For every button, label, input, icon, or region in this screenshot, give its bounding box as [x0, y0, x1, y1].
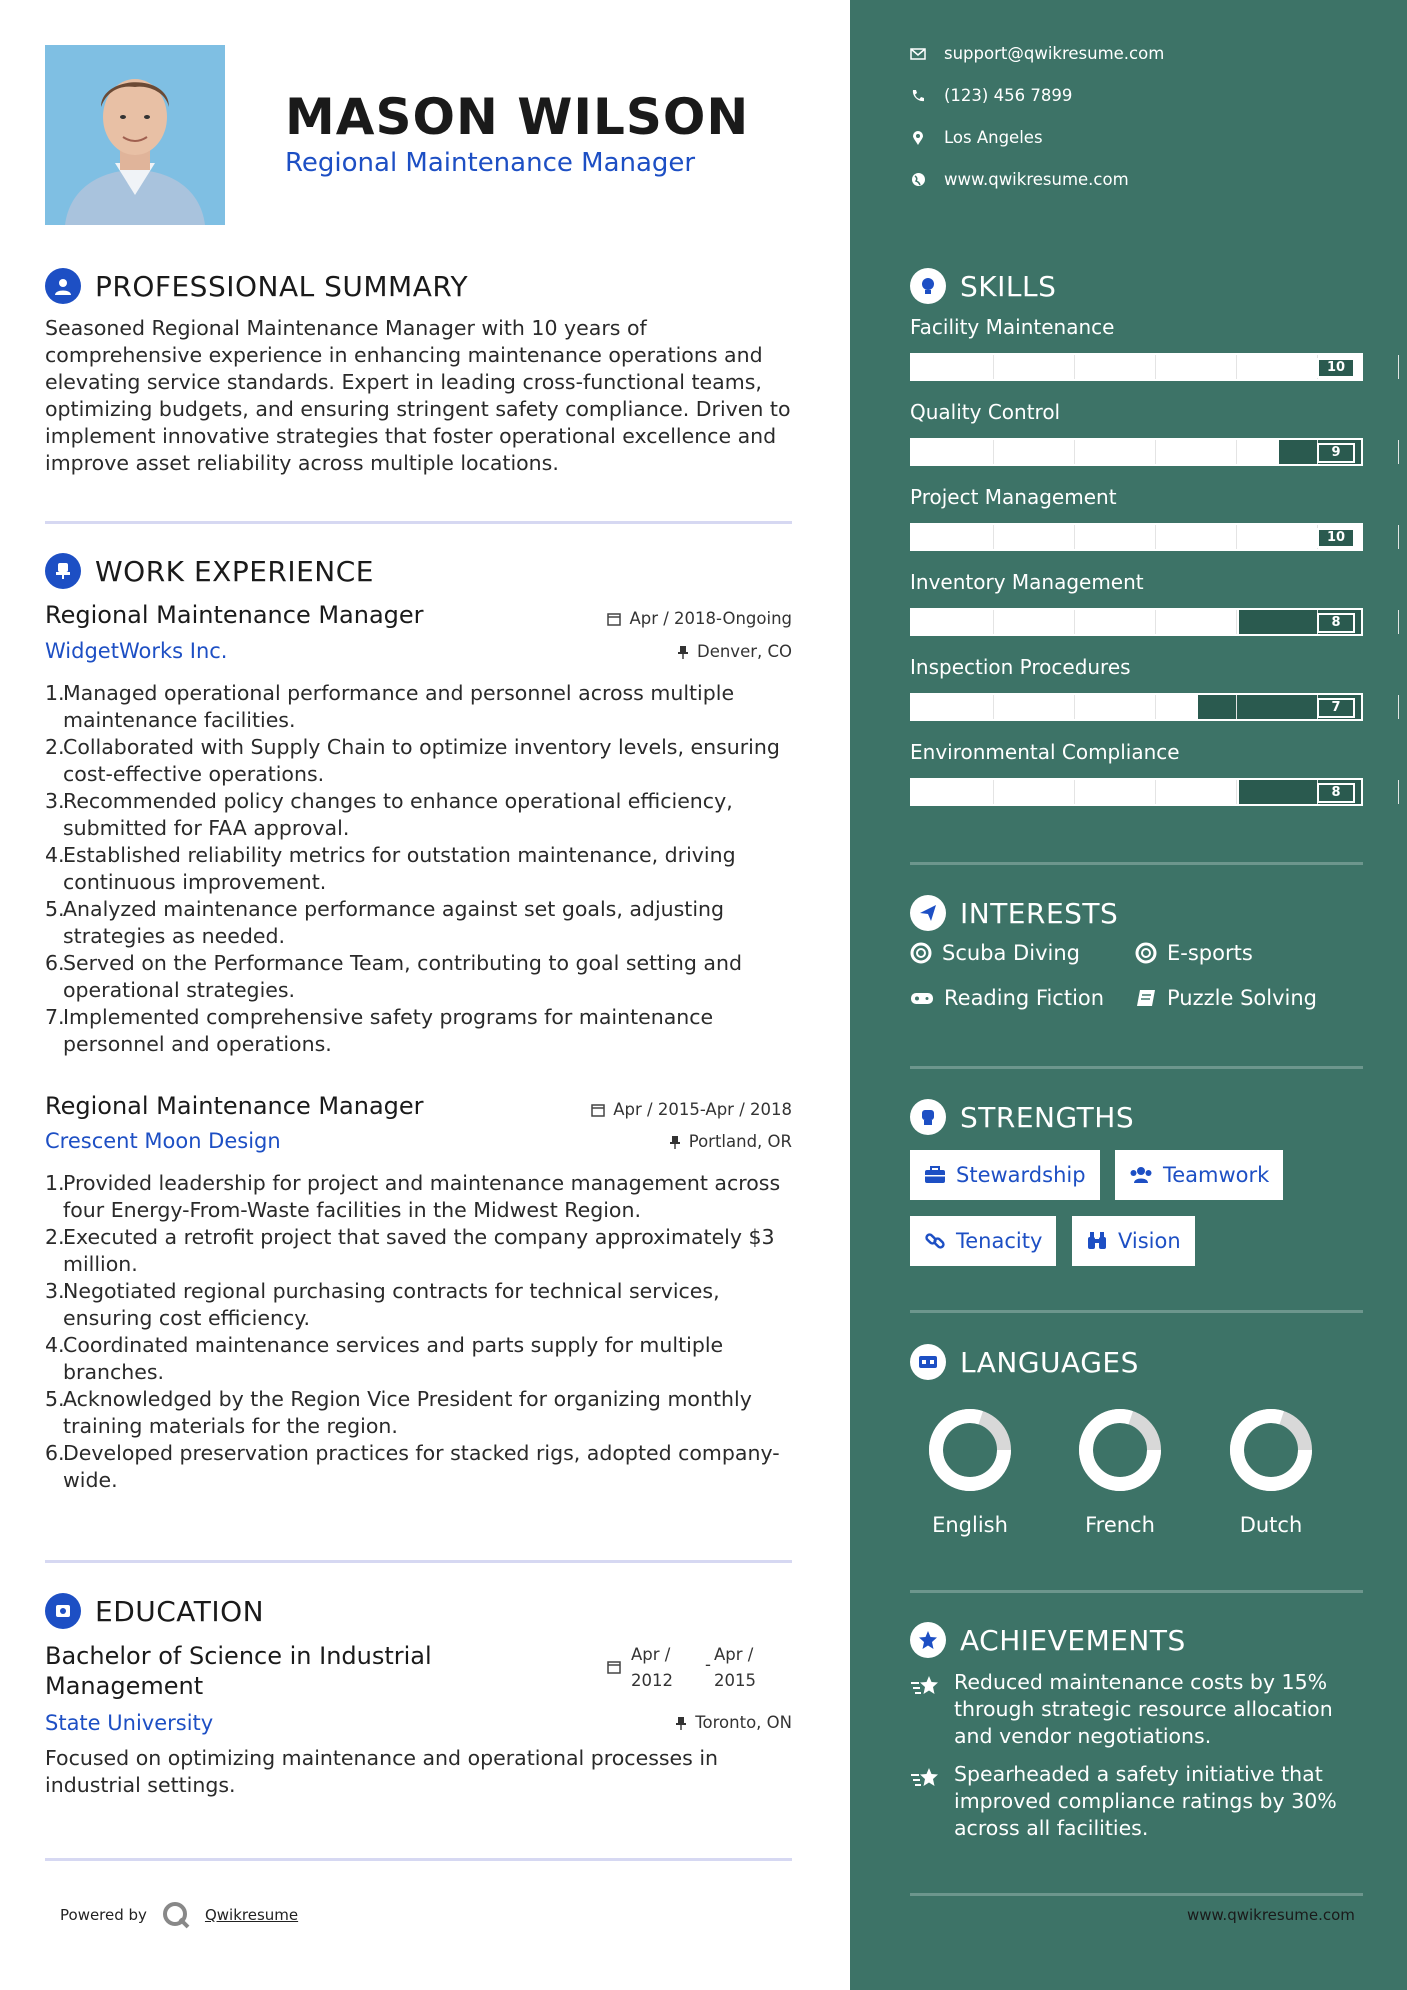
- job-bullet: 1. Provided leadership for project and maintenance management across four Energy-From-Waste facilities in the Midwest Region.: [45, 1171, 781, 1222]
- school-name: State University: [45, 1711, 214, 1735]
- job-title: Regional Maintenance Manager: [45, 601, 424, 629]
- divider: [910, 862, 1363, 865]
- job-bullet: 1. Managed operational performance and personnel across multiple maintenance facilities.: [45, 681, 735, 732]
- job-location: Denver, CO: [677, 642, 792, 661]
- candidate-name: MASON WILSON: [285, 88, 750, 146]
- contact-location: Los Angeles: [910, 128, 1043, 147]
- binoculars-icon: [1086, 1231, 1108, 1251]
- language-item: [1070, 1405, 1170, 1537]
- language-name: English: [932, 1513, 1008, 1537]
- footer-branding: [60, 1900, 298, 1930]
- job-bullet: 6. Served on the Performance Team, contributing to goal setting and operational strategies.: [45, 951, 742, 1002]
- skill-bar: [910, 523, 1363, 551]
- skill-level: 8: [1317, 613, 1355, 633]
- link-icon: [924, 1230, 946, 1252]
- job-bullet: 4. Established reliability metrics for outstation maintenance, driving continuous improvement.: [45, 843, 736, 894]
- pin-icon: [675, 1716, 687, 1730]
- job-bullet: 2. Collaborated with Supply Chain to optimize inventory levels, ensuring cost-effective operations.: [45, 735, 780, 786]
- language-item: [920, 1405, 1020, 1537]
- interests-heading: INTERESTS: [910, 895, 1118, 931]
- job-bullet: 5. Acknowledged by the Region Vice President for organizing monthly training materials for the region.: [45, 1387, 752, 1438]
- language-item: [1221, 1405, 1321, 1537]
- job-title: Regional Maintenance Manager: [45, 1092, 424, 1120]
- achievement-item: Reduced maintenance costs by 15% through strategic resource allocation and vendor negotiations.: [910, 1669, 1363, 1750]
- shooting-star-icon: [910, 1767, 940, 1842]
- divider: [910, 1310, 1363, 1313]
- education-start-date: Apr / 2012: [631, 1645, 673, 1690]
- skill-level: 9: [1317, 443, 1355, 463]
- interest-item: Reading Fiction: [910, 986, 1104, 1010]
- user-icon: [45, 268, 81, 304]
- job-bullet: 3. Recommended policy changes to enhance operational efficiency, submitted for FAA approval.: [45, 789, 733, 840]
- fist-icon: [910, 1099, 946, 1135]
- skill-name: Inspection Procedures: [910, 655, 1131, 679]
- language-name: Dutch: [1239, 1513, 1303, 1537]
- language-icon: [910, 1344, 946, 1380]
- education-end-date: Apr / 2015: [714, 1645, 756, 1690]
- job-bullet: 4. Coordinated maintenance services and parts supply for multiple branches.: [45, 1333, 724, 1384]
- job-bullet: 5. Analyzed maintenance performance against set goals, adjusting strategies as needed.: [45, 897, 725, 948]
- candidate-title: Regional Maintenance Manager: [285, 148, 696, 178]
- interest-item: E-sports: [1135, 941, 1253, 965]
- book-icon: [1135, 988, 1157, 1008]
- lightbulb-icon: [910, 268, 946, 304]
- divider: [45, 1858, 792, 1861]
- summary-text: Seasoned Regional Maintenance Manager with 10 years of comprehensive experience in enhancing maintenance operations and elevating service standards. Expert in leading cross-functional teams, optimizing budgets, and ensuring stringent safety compliance. Driven to implement innovative strategies that foster operational excellence and improve asset reliability across multiple locations.: [45, 316, 791, 475]
- degree: Bachelor of Science in Industrial Management: [45, 1642, 432, 1700]
- strengths-heading: STRENGTHS: [910, 1099, 1134, 1135]
- language-donut: [920, 1405, 1020, 1495]
- calendar-icon: [591, 1103, 605, 1117]
- divider: [45, 521, 792, 524]
- strength-badge: Stewardship: [910, 1150, 1100, 1200]
- language-donut: [1221, 1405, 1321, 1495]
- interest-item: Puzzle Solving: [1135, 986, 1317, 1010]
- contact-phone[interactable]: (123) 456 7899: [910, 86, 1072, 105]
- contact-email[interactable]: support@qwikresume.com: [910, 44, 1164, 63]
- skill-bar: [910, 608, 1363, 636]
- calendar-icon: [607, 1660, 621, 1674]
- strength-badge: Tenacity: [910, 1216, 1056, 1266]
- divider: [910, 1893, 1363, 1896]
- achievement-item: Spearheaded a safety initiative that improved compliance ratings by 30% across all facilities.: [910, 1761, 1363, 1842]
- achievements-heading: ACHIEVEMENTS: [910, 1622, 1186, 1658]
- qwikresume-logo-icon: [161, 1900, 191, 1930]
- envelope-icon: [910, 46, 926, 62]
- skill-name: Inventory Management: [910, 570, 1144, 594]
- skills-heading: SKILLS: [910, 268, 1056, 304]
- skill-level: 10: [1317, 528, 1355, 548]
- divider: [45, 1560, 792, 1563]
- chair-icon: [45, 553, 81, 589]
- divider: [910, 1066, 1363, 1069]
- job-bullet: 7. Implemented comprehensive safety programs for maintenance personnel and operations.: [45, 1005, 714, 1056]
- skill-bar: [910, 438, 1363, 466]
- job-bullets: [45, 1170, 795, 1494]
- job-bullets: [45, 680, 795, 1058]
- languages-heading: LANGUAGES: [910, 1344, 1139, 1380]
- strength-badge: Teamwork: [1115, 1150, 1283, 1200]
- life-ring-icon: [910, 942, 932, 964]
- globe-icon: [910, 172, 926, 188]
- job-bullet: 6. Developed preservation practices for stacked rigs, adopted company-wide.: [45, 1441, 780, 1492]
- skill-level: 7: [1317, 698, 1355, 718]
- date-separator: -: [705, 1655, 711, 1674]
- company-name: WidgetWorks Inc.: [45, 639, 228, 663]
- job-location: Portland, OR: [669, 1132, 792, 1151]
- phone-icon: [910, 88, 926, 104]
- pin-icon: [669, 1135, 681, 1149]
- skill-name: Project Management: [910, 485, 1117, 509]
- interest-item: Scuba Diving: [910, 941, 1080, 965]
- skill-name: Environmental Compliance: [910, 740, 1180, 764]
- education-heading: EDUCATION: [45, 1593, 264, 1629]
- job-date: Apr / 2018-Ongoing: [607, 609, 792, 628]
- divider: [910, 1590, 1363, 1593]
- language-name: French: [1085, 1513, 1155, 1537]
- life-ring-icon: [1135, 942, 1157, 964]
- skill-name: Facility Maintenance: [910, 315, 1115, 339]
- location-pin-icon: [910, 130, 926, 146]
- gamepad-icon: [910, 990, 934, 1006]
- skill-bar: [910, 778, 1363, 806]
- profile-photo: [45, 45, 225, 225]
- footer-url[interactable]: www.qwikresume.com: [1187, 1906, 1355, 1924]
- powered-by-label: Powered by: [60, 1906, 147, 1924]
- pin-icon: [677, 645, 689, 659]
- work-heading: WORK EXPERIENCE: [45, 553, 374, 589]
- summary-heading: PROFESSIONAL SUMMARY: [45, 268, 468, 304]
- briefcase-icon: [924, 1166, 946, 1184]
- paper-plane-icon: [910, 895, 946, 931]
- education-location: Toronto, ON: [675, 1713, 792, 1732]
- skill-name: Quality Control: [910, 400, 1061, 424]
- language-donut: [1070, 1405, 1170, 1495]
- job-date: Apr / 2015-Apr / 2018: [591, 1100, 792, 1119]
- company-name: Crescent Moon Design: [45, 1129, 281, 1153]
- contact-website[interactable]: www.qwikresume.com: [910, 170, 1129, 189]
- skill-level: 8: [1317, 783, 1355, 803]
- calendar-icon: [607, 612, 621, 626]
- skill-level: 10: [1317, 358, 1355, 378]
- shooting-star-icon: [910, 1675, 940, 1750]
- strength-badge: Vision: [1072, 1216, 1195, 1266]
- graduation-icon: [45, 1593, 81, 1629]
- job-bullet: 2. Executed a retrofit project that saved the company approximately $3 million.: [45, 1225, 775, 1276]
- skill-bar: [910, 353, 1363, 381]
- skill-bar: [910, 693, 1363, 721]
- job-bullet: 3. Negotiated regional purchasing contracts for technical services, ensuring cost efficiency.: [45, 1279, 720, 1330]
- star-badge-icon: [910, 1622, 946, 1658]
- users-icon: [1129, 1166, 1153, 1184]
- brand-link[interactable]: Qwikresume: [204, 1906, 299, 1924]
- education-text: Focused on optimizing maintenance and operational processes in industrial settings.: [45, 1746, 719, 1797]
